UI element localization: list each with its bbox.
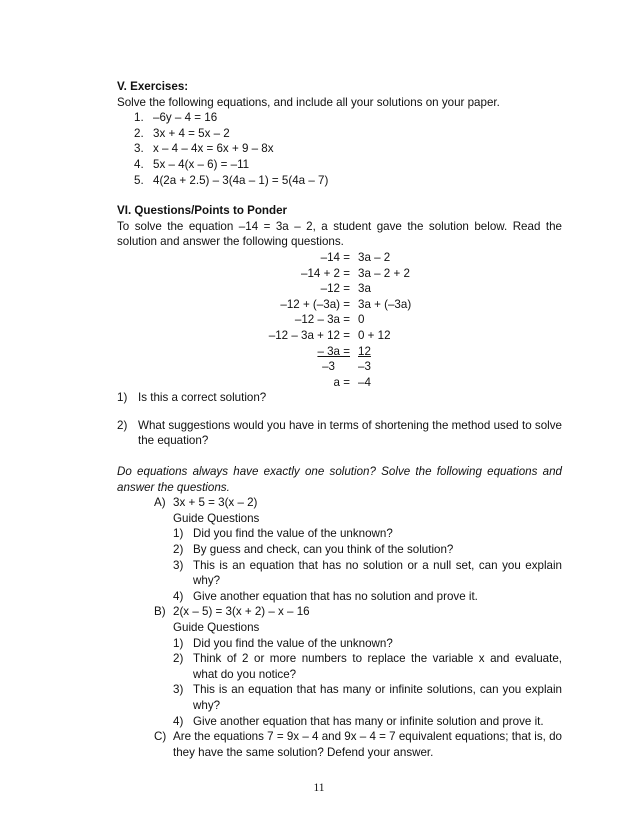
exercise-item	[134, 141, 562, 157]
item-number: 3.	[134, 142, 144, 156]
item-number: 4)	[173, 589, 184, 603]
solution-step	[117, 359, 562, 375]
ponder-prompt: Do equations always have exactly one solution? Solve the following equations and answer the questions.	[117, 465, 562, 494]
section-6-heading: VI. Questions/Points to Ponder	[117, 204, 288, 218]
solution-step	[117, 344, 562, 360]
part-c-question	[154, 729, 562, 760]
item-number: 4)	[173, 714, 184, 728]
guide-question-text: This is an equation that has no solution or a null set, can you explain why?	[193, 558, 562, 588]
section-5-heading: V. Exercises:	[117, 80, 189, 93]
question-list	[117, 390, 562, 449]
part-c	[117, 729, 562, 760]
step-left: –12 + (–3a) =	[280, 297, 350, 311]
item-number: 4.	[134, 157, 144, 171]
guide-question-text: By guess and check, can you think of the solution?	[193, 543, 454, 557]
step-left: –14 + 2 =	[301, 266, 350, 280]
guide-questions-b	[117, 636, 562, 730]
page-content	[117, 79, 562, 760]
item-number: 5.	[134, 173, 144, 187]
item-number: 2)	[117, 418, 128, 432]
guide-question-text: Did you find the value of the unknown?	[193, 527, 393, 541]
item-number: 3)	[173, 558, 184, 572]
exercise-item	[134, 110, 562, 126]
guide-questions-a	[117, 526, 562, 604]
question-item	[117, 390, 562, 406]
solution-step	[117, 250, 562, 266]
part-a	[117, 495, 562, 511]
guide-question	[173, 589, 562, 605]
exercise-item	[134, 157, 562, 173]
step-left: –12 – 3a =	[294, 313, 350, 327]
step-left: a =	[333, 375, 350, 389]
guide-question	[173, 542, 562, 558]
step-right: –4	[358, 375, 371, 389]
underlined-term: – 3a =	[317, 344, 350, 358]
guide-question	[173, 714, 562, 730]
question-text: What suggestions would you have in terms of shortening the method used to solve the equation?	[138, 418, 562, 448]
student-solution	[117, 250, 562, 390]
item-number: 1)	[173, 636, 184, 650]
solution-step	[117, 281, 562, 297]
guide-question	[173, 682, 562, 713]
part-b-equation	[154, 604, 562, 620]
page-number: 11	[313, 782, 325, 794]
guide-label: Guide Questions	[173, 621, 260, 634]
step-left: –3	[322, 360, 335, 374]
part-equation: 3x + 5 = 3(x – 2)	[173, 496, 258, 510]
step-right: 3a – 2 + 2	[358, 266, 410, 280]
section-5-intro: Solve the following equations, and include all your solutions on your paper.	[117, 95, 500, 109]
step-left: –12 =	[320, 282, 350, 296]
spacer	[117, 449, 562, 464]
guide-question-text: This is an equation that has many or infinite solutions, can you explain why?	[193, 683, 562, 712]
guide-question-text: Think of 2 or more numbers to replace the variable x and evaluate, what do you notice?	[193, 652, 562, 681]
solution-step	[117, 297, 562, 313]
solution-step	[117, 375, 562, 391]
guide-question-text: Did you find the value of the unknown?	[193, 636, 393, 650]
guide-question	[173, 651, 562, 682]
exercise-equation: 5x – 4(x – 6) = –11	[153, 157, 250, 171]
item-number: 2)	[173, 652, 184, 666]
part-c-text: Are the equations 7 = 9x – 4 and 9x – 4 = 7 equivalent equations; that is, do they have the same solution? Defend your answer.	[173, 730, 562, 759]
question-item	[117, 418, 562, 449]
solution-step	[117, 266, 562, 282]
step-right: 0	[358, 313, 365, 327]
exercise-item	[134, 126, 562, 142]
solution-step	[117, 328, 562, 344]
guide-label: Guide Questions	[173, 511, 260, 525]
spacer	[117, 188, 562, 203]
guide-question-text: Give another equation that has no solution and prove it.	[193, 589, 478, 603]
guide-question	[173, 636, 562, 652]
item-number: 3)	[173, 683, 184, 697]
question-text: Is this a correct solution?	[138, 391, 267, 405]
exercise-equation: 4(2a + 2.5) – 3(4a – 1) = 5(4a – 7)	[153, 173, 329, 187]
exercise-equation: 3x + 4 = 5x – 2	[153, 126, 230, 140]
part-equation: 2(x – 5) = 3(x + 2) – x – 16	[173, 605, 310, 619]
guide-question-text: Give another equation that has many or infinite solution and prove it.	[193, 714, 544, 728]
exercise-equation: –6y – 4 = 16	[153, 111, 218, 125]
step-right: 0 + 12	[358, 328, 391, 342]
guide-question	[173, 526, 562, 542]
step-left: –14 =	[320, 250, 350, 264]
step-left	[117, 344, 350, 360]
step-right: 3a + (–3a)	[358, 297, 412, 311]
part-b	[117, 604, 562, 620]
part-label: C)	[154, 730, 167, 744]
item-number: 1)	[117, 391, 128, 405]
item-number: 2)	[173, 543, 184, 557]
item-number: 1.	[134, 111, 144, 125]
exercise-item	[134, 173, 562, 189]
section-6-intro: To solve the equation –14 = 3a – 2, a student gave the solution below. Read the solution and answer the following questions.	[117, 219, 562, 249]
guide-question	[173, 558, 562, 589]
step-right: 3a	[358, 282, 371, 296]
part-a-equation	[154, 495, 562, 511]
item-number: 1)	[173, 527, 184, 541]
step-right: 3a – 2	[358, 250, 391, 264]
spacer	[117, 406, 562, 418]
item-number: 2.	[134, 126, 144, 140]
part-label: B)	[154, 605, 166, 619]
exercise-equation: x – 4 – 4x = 6x + 9 – 8x	[153, 142, 274, 156]
step-right: –3	[358, 360, 371, 374]
step-left: –12 – 3a + 12 =	[268, 328, 350, 342]
part-label: A)	[154, 496, 166, 510]
solution-step	[117, 312, 562, 328]
step-right: 12	[358, 344, 371, 358]
exercise-list	[117, 110, 562, 188]
